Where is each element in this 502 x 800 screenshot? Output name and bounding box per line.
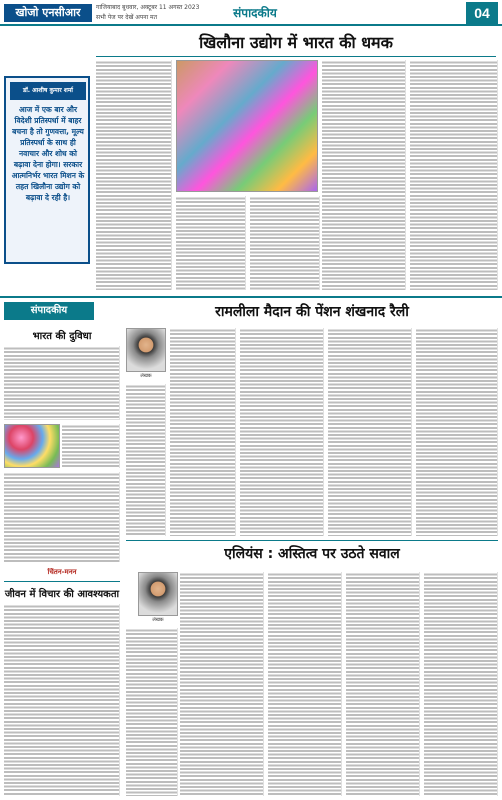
editorial-title: भारत की दुविधा [32, 331, 92, 342]
chintan-title: जीवन में विचार की आवश्यकता [4, 589, 120, 600]
pension-column-2 [240, 328, 324, 536]
author-photo [126, 328, 166, 372]
divider [96, 56, 496, 57]
pension-column-0 [126, 384, 166, 536]
lead-column-4 [322, 60, 406, 290]
author-caption: लेखक [152, 617, 164, 623]
editorial-text-2 [62, 424, 120, 468]
aliens-column-1 [180, 572, 264, 796]
flower-photo [4, 424, 60, 468]
pension-column-3 [328, 328, 412, 536]
author-photo [138, 572, 178, 616]
toys-photo [176, 60, 318, 192]
aliens-column-3 [346, 572, 420, 796]
divider [126, 540, 498, 541]
lead-column-1 [96, 60, 172, 290]
quote-author: डॉ. आशीष कुमार शर्मा [10, 82, 86, 100]
lead-column-3 [250, 196, 320, 290]
editorial-text-1 [4, 346, 120, 420]
section-title: संपादकीय [233, 6, 277, 20]
editorial-band: संपादकीय [4, 302, 94, 320]
lead-column-5 [410, 60, 498, 290]
quote-box [4, 76, 90, 264]
pension-column-1 [170, 328, 236, 536]
date-text: गाजियाबाद बुधवार, अक्टूबर 11 अगस्त 2023 [96, 4, 200, 11]
aliens-column-0 [126, 628, 178, 796]
page-number: 04 [466, 2, 498, 24]
editorial-text-3 [4, 472, 120, 562]
pension-column-4 [416, 328, 498, 536]
tagline-text: सभी पेज पर देखें अपना मत [96, 14, 158, 21]
aliens-column-2 [268, 572, 342, 796]
aliens-column-4 [424, 572, 498, 796]
lead-headline: खिलौना उद्योग में भारत की धमक [199, 33, 393, 52]
aliens-headline: एलियंस : अस्तित्व पर उठते सवाल [224, 546, 400, 562]
chintan-band: चिंतन-मनन [4, 568, 120, 582]
author-caption: लेखक [140, 373, 152, 379]
chintan-text [4, 604, 120, 796]
quote-text: आज में एक बार और विदेशी प्रतिस्पर्धा में बाहर बचना है तो गुणवत्ता, मूल्य प्रतिस्पर्धा के साथ ही नवाचार और शोध को बढ़ावा देना होगा। सरकार आत्मनिर्भर भारत मिशन के तहत खिलौना उद्योग को बढ़ावा दे रही है। [11, 105, 85, 202]
lead-column-2 [176, 196, 246, 290]
pension-headline: रामलीला मैदान की पेंशन शंखनाद रैली [215, 304, 409, 320]
newspaper-logo: खोजो एनसीआर [4, 4, 92, 22]
divider [0, 296, 502, 298]
